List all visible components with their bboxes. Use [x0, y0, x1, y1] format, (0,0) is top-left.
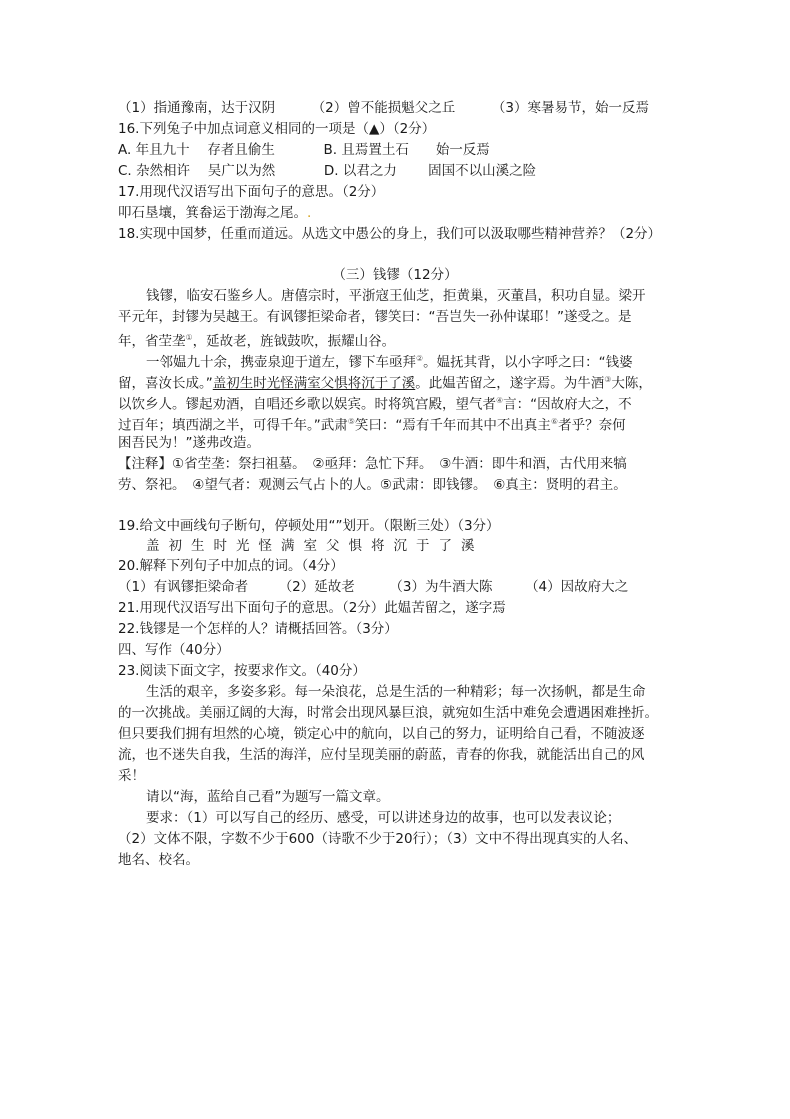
q15-options: [118, 98, 649, 118]
q15-option-3: （3）寒暑易节，始一反焉: [491, 100, 649, 116]
q15-option-2: （2）曾不能损魁父之丘: [311, 100, 456, 116]
q19-stem: 19.给文中画线句子断句，停顿处用“”划开。（限断三处）（3分）: [118, 518, 500, 534]
q23-prompt-line4: 流，也不迷失自我，生活的海洋，应付呈现美丽的蔚蓝，青春的你我，就能活出自己的风: [118, 747, 645, 763]
q23-prompt-line5: 采！: [118, 768, 145, 784]
q16-choice-c: C. 杂然相许 吴广以为然: [118, 163, 276, 179]
notes-line2: 劳、祭祀。 ④望气者：观测云气占卜的人。⑤武肃：即钱镠。 ⑥真主：贤明的君主。: [118, 477, 627, 493]
note-marker-6: ⑥: [550, 417, 559, 426]
passage-p2-line4: 过百年；填西湖之半，可得千年。”武肃⑤笑曰：“焉有千年而其中不出真主⑥者乎？奈何: [118, 417, 626, 434]
q23-requirements-line1: 要求：（1）可以写自己的经历、感受，可以讲述身边的故事，也可以发表议论；: [146, 810, 621, 826]
note-marker-1: ①: [185, 333, 193, 342]
note-marker-2: ②: [416, 354, 424, 363]
q18-stem: 18.实现中国梦，任重而道远。从选文中愚公的身上，我们可以汲取哪些精神营养？（2分）: [118, 226, 662, 242]
passage-p2-line5: 困吾民为！”遂弗改造。: [118, 435, 260, 451]
passage-p2-line2: 留，喜汝长成。”盖初生时光怪满室父惧将沉于了溪。此媪苦留之，遂字焉。为牛酒③大陈，: [118, 375, 652, 392]
q16-choices-ab: [118, 140, 490, 160]
q17-stem: 17.用现代汉语写出下面句子的意思。（2分）: [118, 184, 385, 200]
q20-item-3: （3）为牛酒大陈: [389, 579, 493, 595]
q16-stem: 16.下列兔子中加点词意义相同的一项是（▲）（2分）: [118, 121, 436, 137]
dot-mark-icon: .: [307, 205, 312, 221]
notes-line1: 【注释】①省茔垄：祭扫祖墓。 ②亟拜：急忙下拜。 ③牛酒：即牛和酒，古代用来犒: [118, 456, 627, 472]
q16-choice-b: B. 且焉置土石 始一反焉: [323, 142, 490, 158]
q17-sentence: 叩石垦壤，箕畚运于渤海之尾。.: [118, 205, 312, 221]
q15-option-1: （1）指通豫南，达于汉阴: [118, 100, 276, 116]
underlined-sentence: 盖初生时光怪满室父惧将沉于了溪: [212, 375, 416, 392]
passage-p2-line3: 以饮乡人。镠起劝酒，自唱还乡歌以娱宾。时将筑宫殿，望气者④言：“因故府大之，不: [118, 396, 632, 413]
note-marker-4: ④: [496, 396, 504, 405]
q20-item-2: （2）延故老: [278, 579, 355, 595]
note-marker-3: ③: [604, 375, 612, 384]
q16-choice-a: A. 年且九十 存者且偷生: [118, 142, 275, 158]
q23-stem: 23.阅读下面文字，按要求作文。（40分）: [118, 663, 366, 679]
q23-prompt-line1: 生活的艰辛，多姿多彩。每一朵浪花，总是生活的一种精彩；每一次扬帆，都是生命: [146, 684, 646, 700]
q21-stem: 21.用现代汉语写出下面句子的意思。（2分）此媪苦留之，遂字焉: [118, 600, 506, 616]
passage-p1-line2: 平元年，封镠为吴越王。有讽镠拒梁命者，镠笑曰：“吾岂失一孙仲谋耶！”遂受之。是: [118, 309, 632, 325]
q20-items: [118, 577, 628, 597]
passage-p2-line1: 一邻媪九十余，携壶泉迎于道左，镠下车亟拜②。媪抚其背，以小字呼之曰：“钱婆: [146, 354, 633, 371]
q16-choices-cd: [118, 161, 536, 181]
passage-p1-line1: 钱镠，临安石鉴乡人。唐僖宗时，平浙寇王仙芝，拒黄巢，灭董昌，积功自显。梁开: [146, 288, 646, 304]
q16-choice-d: D. 以君之力 固国不以山溪之险: [323, 163, 537, 179]
q23-requirements-line2: （2）文体不限，字数不少于600（诗歌不少于20行）；（3）文中不得出现真实的人名、: [118, 831, 638, 847]
q22-stem: 22.钱镠是一个怎样的人？请概括回答。（3分）: [118, 621, 398, 637]
q23-prompt-line3: 但只要我们拥有坦然的心境，锁定心中的航向，以自己的努力，证明给自己看，不随波逐: [118, 726, 645, 742]
q20-stem: 20.解释下列句子中加点的词。（4分）: [118, 558, 344, 574]
q19-sentence: 盖初生时光怪满室父惧将沉于了溪: [146, 538, 484, 554]
q23-prompt-line2: 的一次挑战。美丽辽阔的大海，时常会出现风暴巨浪，就宛如生活中难免会遭遇困难挫折。: [118, 705, 658, 721]
section3-title: （三）钱镠（12分）: [332, 267, 458, 283]
q20-item-4: （4）因故府大之: [525, 579, 629, 595]
passage-p1-line3: 年，省茔垄①，延故老，旌钺鼓吹，振耀山谷。: [118, 333, 396, 350]
q23-requirements-line3: 地名、校名。: [118, 852, 199, 868]
note-marker-5: ⑤: [347, 417, 355, 426]
q20-item-1: （1）有讽镠拒梁命者: [118, 579, 249, 595]
part4-heading: 四、写作（40分）: [118, 642, 230, 658]
q23-title-instruction: 请以“海，蓝给自己看”为题写一篇文章。: [146, 789, 390, 805]
